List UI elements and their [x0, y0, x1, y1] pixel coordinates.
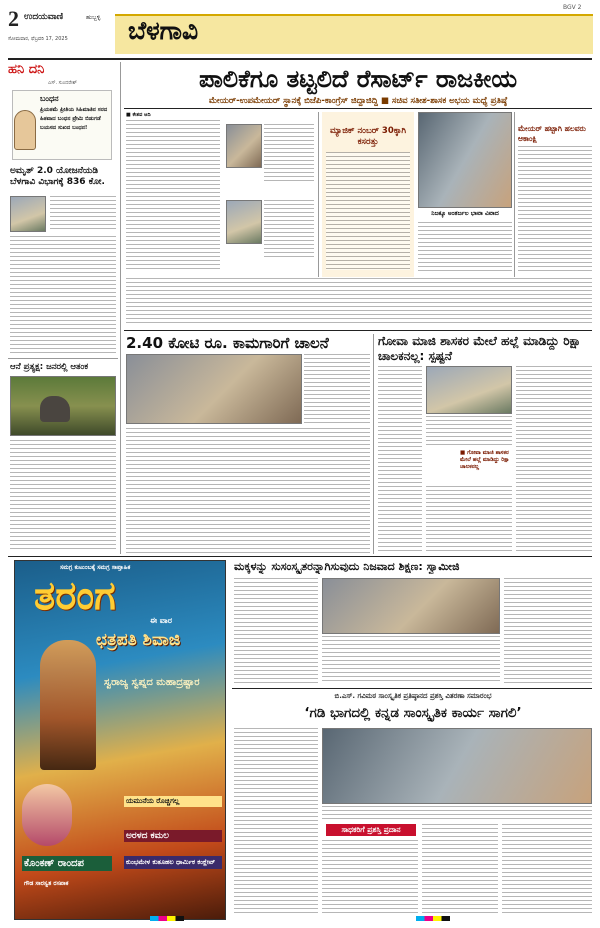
lead-subhead: ಮೇಯರ್‌-ಉಪಮೇಯರ್‌ ಸ್ಥಾನಕ್ಕೆ ಬಿಜೆಪಿ-ಕಾಂಗ್ರೆಸ್‌ ಜಿದ್ದಾಜಿದ್ದಿ ■ ಸಚಿವ ಸತೀಶ-ಶಾಸಕ ಅಭಯ ಮಧ್ಯೆ ಪ್ರತಿಷ್ಠೆ — [208, 96, 508, 106]
kannada-body-col3 — [422, 824, 498, 914]
match-body — [326, 152, 410, 270]
goa-pullquote: ■ ಗೋವಾ ಮಾಜಿ ಶಾಸಕರ ಮೇಲೆ ಹಲ್ಲೆ ಮಾಡಿದ್ದು ರಿಕ್ಷಾ ಚಾಲಕನಲ್ಲ — [460, 450, 510, 470]
registration-mark-icon — [416, 916, 450, 921]
ad-cover-title: ಛತ್ರಪತಿ ಶಿವಾಜಿ — [96, 630, 181, 650]
ad-strap: ಸಮಗ್ರ ಕುಟುಂಬಕ್ಕೆ ಸಮಗ್ರ ಸಾಪ್ತಾಹಿಕ — [60, 564, 131, 571]
edition-date: ಸೋಮವಾರ, ಫೆಬ್ರವರಿ 17, 2025 — [8, 36, 68, 42]
mayor-box-title: ಮೇಯರ್‌ ಹಟ್ಟಾಗಿ ಹಲವರು ಆಕಾಂಕ್ಷಿ — [518, 124, 586, 143]
ad-side3: ಕೊಂಕಣ್‌ ರಾಂದಪ — [22, 856, 112, 871]
swamiji-body-col3 — [504, 578, 592, 684]
goa-photo — [426, 366, 512, 414]
column-divider — [373, 334, 374, 554]
swamiji-body-col1 — [234, 578, 318, 684]
ad-cover-sub: ಸ್ವರಾಜ್ಯ ಸ್ವಪ್ನದ ಮಹಾದ್ರಷ್ಟಾರ — [104, 677, 200, 688]
cartoon-poem: ಪ್ರಿಯತಮೆ ಪ್ರೀತಿಯ ಸಿಹಿಮಾತಿನ ಸರದ ಹಿತವಾದ ಬಂಧನ ಪ್ರೇಮಿ ಬಿಡುಗಡೆ ಬಯಸದ ಸುಖದ ಬಂಧನ! — [40, 107, 108, 131]
goa-body-col3 — [516, 366, 592, 552]
photo-caption-body — [418, 222, 512, 274]
amrut-text — [50, 196, 116, 232]
match-title: ಮ್ಯಾಜಿಕ್‌ ನಂಬರ್‌ 30ಕ್ಕಾಗಿ ಕಸರತ್ತು — [329, 126, 407, 147]
hanidani-title: ಹನಿ ದನಿ — [8, 62, 45, 77]
ad-side1: ಯಮುನೆಯ ರೊಚ್ಚಿಗಲ್ಲ — [124, 796, 222, 807]
works-caption — [304, 354, 370, 424]
ad-issue: ಈ ವಾರ — [150, 616, 172, 625]
paper-name: ಉದಯವಾಣಿ — [24, 12, 64, 22]
page-code: BGV 2 — [563, 4, 582, 11]
rule — [8, 556, 592, 557]
award-box-title: ಸಾಧಕರಿಗೆ ಪ್ರಶಸ್ತಿ ಪ್ರದಾನ — [326, 824, 416, 836]
lead-continued — [126, 278, 592, 326]
elephant-body — [10, 440, 116, 550]
photo-caption: ನಿಜಕ್ಕೂ ಅಂತರ್ಜಲ ಭಾವಾ ವಿವಾದ — [431, 210, 499, 217]
works-photo — [126, 354, 302, 424]
kannada-kicker: ಬಿ.ಎಸ್‌. ಗವಿಮಠ ಸಾಂಸ್ಕೃತಿಕ ಪ್ರತಿಷ್ಠಾನದ ಪ್ರಶಸ್ತಿ ವಿತರಣಾ ಸಮಾರಂಭ — [334, 692, 492, 700]
mla-photo — [226, 200, 262, 244]
goa-body-col2 — [426, 486, 512, 552]
rule — [232, 688, 592, 689]
shivaji-figure-icon — [40, 640, 96, 770]
rule — [124, 330, 592, 331]
minister-photo — [226, 124, 262, 168]
column-divider — [318, 112, 319, 277]
lead-byline: ■ ಕೇಶವ ಆದಿ — [126, 112, 151, 118]
header-rule — [8, 58, 592, 60]
goa-body-col1 — [378, 366, 422, 552]
lead-headline: ಪಾಲಿಕೆಗೂ ತಟ್ಟಲಿದೆ ರೆಸಾರ್ಟ್‌ ರಾಜಕೀಯ — [198, 65, 518, 93]
mayor-box-body — [518, 146, 592, 274]
amrut-headline: ಅಮೃತ್‌ 2.0 ಯೋಜನೆಯಡಿ ಬೆಳಗಾವಿ ವಿಭಾಗಕ್ಕೆ 836 ಕೋ. — [10, 166, 105, 187]
mla-quote — [264, 200, 314, 260]
edition-city: ಹುಬ್ಬಳ್ಳಿ — [86, 14, 101, 21]
kannada-photo-caption — [322, 806, 592, 820]
goa-headline: ಗೋವಾ ಮಾಜಿ ಶಾಸಕರ ಮೇಲೆ ಹಲ್ಲೆ ಮಾಡಿದ್ದು ರಿಕ್ಷಾ ಚಾಲಕನಲ್ಲ: ಸ್ಪಷ್ಟನೆ — [378, 334, 582, 363]
elephant-headline: ಆನೆ ಪ್ರತ್ಯಕ್ಷ: ಜನರಲ್ಲಿ ಆತಂಕ — [10, 362, 89, 372]
portrait-photo — [10, 196, 46, 232]
column-divider — [120, 62, 121, 554]
lead-body-col1 — [126, 120, 220, 272]
minister-quote — [264, 124, 314, 184]
works-body — [126, 428, 370, 554]
masthead — [8, 8, 108, 46]
ad-portrait — [22, 784, 72, 846]
municipal-building-photo — [418, 112, 512, 208]
goa-photo-caption — [426, 416, 512, 446]
hanidani-byline: ಎಸ್‌. ಸುಂದರೇಶ್‌ — [48, 80, 77, 86]
swamiji-photo — [322, 578, 500, 634]
rule — [124, 108, 592, 109]
divider — [8, 358, 118, 359]
swamiji-headline: ಮಕ್ಕಳನ್ನು ಸುಸಂಸ್ಕೃತರನ್ನಾಗಿಸುವುದು ನಿಜವಾದ ಶಿಕ್ಷಣ: ಸ್ವಾಮೀಜಿ — [234, 560, 460, 573]
swamiji-caption — [322, 636, 500, 684]
page-number: 2 — [8, 6, 19, 31]
ad-side2: ಅರಳದ ಕಮಲ — [124, 830, 222, 842]
kannada-body-col1 — [234, 728, 318, 914]
works-headline: 2.40 ಕೋಟಿ ರೂ. ಕಾಮಗಾರಿಗೆ ಚಾಲನೆ — [126, 334, 329, 352]
kannada-body-col4 — [502, 824, 592, 914]
ad-side4: ಕುಂಭಮೇಳ ಕುತೂಹಲ ಧಾರ್ಮಿಕ ಕಂಕ್ಲೇವ್‌ — [124, 856, 222, 869]
column-divider — [514, 112, 515, 277]
kannada-body-col2 — [322, 840, 418, 914]
ad-brand: ತರಂಗ — [34, 573, 116, 619]
cartoon-title: ಬಂಧನ — [40, 94, 59, 103]
cartoon-figure-icon — [14, 110, 36, 150]
kannada-award-photo — [322, 728, 592, 804]
amrut-body — [10, 236, 116, 354]
elephant-icon — [40, 396, 70, 422]
ad-side3b: ಗೌಡ ಸಾರಸ್ವತ ರಸಪಾಕ — [24, 880, 69, 887]
kannada-headline: ‘ಗಡಿ ಭಾಗದಲ್ಲಿ ಕನ್ನಡ ಸಾಂಸ್ಕೃತಿಕ ಕಾರ್ಯ ಸಾಗಲಿ’ — [304, 705, 522, 721]
section-title: ಬೆಳಗಾವಿ — [128, 16, 199, 45]
registration-mark-icon — [150, 916, 184, 921]
